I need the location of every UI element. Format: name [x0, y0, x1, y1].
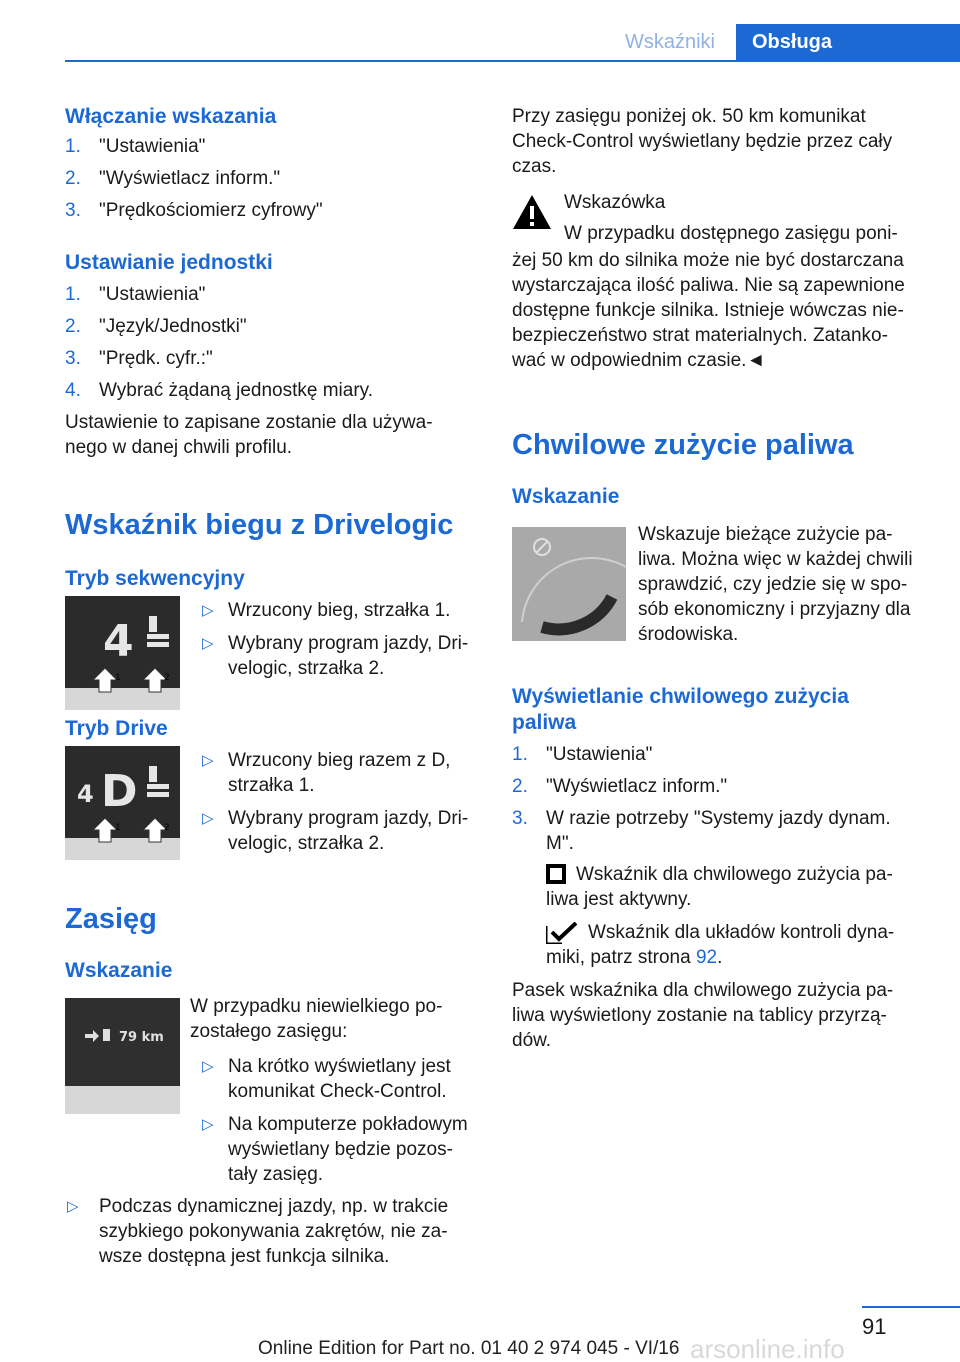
list-jednostki — [65, 282, 485, 410]
bullet-icon: ▷ — [67, 1198, 79, 1215]
bullet-text: Wrzucony bieg razem z D, — [228, 750, 451, 771]
header-divider — [65, 60, 960, 62]
svg-text:2: 2 — [164, 673, 170, 683]
bullet-item — [200, 1112, 490, 1187]
bullet-icon: ▷ — [202, 1116, 214, 1133]
text-line: Wskaźnik dla układów kontroli dyna‐ — [588, 922, 895, 943]
bullet-icon: ▷ — [202, 810, 214, 827]
bullet-text: Wybrany program jazdy, Dri‐ — [228, 808, 469, 829]
bullets-dynamic — [65, 1194, 485, 1269]
list-wyswietlanie — [512, 742, 932, 856]
text-line: żej 50 km do silnika może nie być dostarczana — [512, 250, 904, 271]
text-line: liwa wyświetlony zostanie na tablicy przyrzą‐ — [512, 1005, 887, 1026]
bullet-item — [200, 598, 490, 623]
text-line: dostępne funkcje silnika. Istnieje wówczas nie‐ — [512, 300, 904, 321]
list-number: 1. — [65, 136, 81, 157]
watermark: arsonline.info — [690, 1334, 845, 1362]
list-text: "Wyświetlacz inform." — [546, 776, 728, 797]
bullet-text: Wybrany program jazdy, Dri‐ — [228, 633, 469, 654]
subsection-title-wyswietlanie — [512, 684, 932, 736]
section-title-chwilowe: Chwilowe zużycie paliwa — [512, 429, 854, 461]
list-item — [65, 198, 485, 230]
range-display-icon — [65, 998, 180, 1114]
subsection-title-drive: Tryb Drive — [65, 717, 168, 740]
text-line: W przypadku dostępnego zasięgu poni‐ — [564, 223, 898, 244]
list-wlaczanie — [65, 134, 485, 230]
list-number: 1. — [512, 744, 528, 765]
right-intro — [512, 104, 932, 179]
list-item — [65, 134, 485, 166]
text-line: środowiska. — [638, 624, 739, 645]
bullets-drive — [200, 748, 490, 856]
bullet-text: strzałka 1. — [228, 775, 315, 796]
list-text: Wybrać żądaną jednostkę miary. — [99, 380, 374, 401]
bullets-sekwencyjny — [200, 598, 490, 681]
text-line: Przy zasięgu poniżej ok. 50 km komunikat — [512, 106, 866, 127]
warning-icon — [512, 194, 552, 235]
text-line: Check-Control wyświetlany będzie przez cały — [512, 131, 893, 152]
text-line: Wyświetlanie chwilowego zużycia — [512, 685, 849, 708]
bullet-text: Wrzucony bieg, strzałka 1. — [228, 600, 451, 621]
text-line — [546, 945, 926, 970]
gear-digit: 4 — [77, 780, 94, 808]
svg-text:2: 2 — [164, 823, 170, 833]
gear-display-icon — [65, 596, 180, 710]
list-number: 2. — [512, 776, 528, 797]
bullet-text: Podczas dynamicznej jazdy, np. w trakcie — [99, 1196, 449, 1217]
text-line: liwa. Można więc w każdej chwili — [638, 549, 913, 570]
text-line: sprawdzić, czy jedzie się w spo‐ — [638, 574, 908, 595]
bullet-icon: ▷ — [202, 635, 214, 652]
bullet-text: Na komputerze pokładowym — [228, 1114, 468, 1135]
drive-mode-letter: D — [101, 766, 138, 817]
footer-divider — [862, 1306, 960, 1308]
section-title-zasieg: Zasięg — [65, 903, 157, 935]
range-value: 79 km — [119, 1030, 164, 1045]
text-fragment: miki, patrz strona — [546, 947, 696, 968]
list-number: 3. — [512, 808, 528, 829]
list-text: "Wyświetlacz inform." — [99, 168, 281, 189]
list-item — [512, 742, 932, 774]
bullet-icon: ▷ — [202, 602, 214, 619]
text-line: czas. — [512, 156, 557, 177]
list-text: "Prędk. cyfr.:" — [99, 348, 213, 369]
text-line: W przypadku niewielkiego po‐ — [190, 996, 443, 1017]
gear-indicator-drive-image — [65, 746, 180, 860]
list-item — [512, 774, 932, 806]
bullet-item — [200, 748, 490, 798]
list-text: "Prędkościomierz cyfrowy" — [99, 200, 323, 221]
bullet-item — [200, 806, 490, 856]
list-text: W razie potrzeby "Systemy jazdy dynam. — [546, 808, 891, 829]
text-line: liwa jest aktywny. — [546, 889, 692, 910]
text-line: wać w odpowiednim czasie.◄ — [512, 350, 766, 371]
list-number: 2. — [65, 316, 81, 337]
gauge-description — [638, 522, 938, 647]
closing-paragraph — [512, 978, 942, 1053]
gauge-icon — [512, 527, 626, 641]
gear-digit: 4 — [103, 616, 134, 667]
bullet-text: tały zasięg. — [228, 1164, 324, 1185]
range-text — [190, 994, 490, 1044]
list-text: "Ustawienia" — [99, 284, 206, 305]
tab-obsluga[interactable]: Obsługa — [736, 24, 960, 60]
bullet-item — [200, 631, 490, 681]
list-number: 4. — [65, 380, 81, 401]
text-line: paliwa — [512, 711, 577, 734]
list-number: 1. — [65, 284, 81, 305]
edition-text: Online Edition for Part no. 01 40 2 974 045 - VI/16 — [258, 1338, 680, 1359]
range-display-image — [65, 998, 180, 1114]
list-text: "Język/Jednostki" — [99, 316, 247, 337]
text-line: dów. — [512, 1030, 552, 1051]
section-title-jednostki: Ustawianie jednostki — [65, 251, 273, 274]
text-line: Wskazówka — [564, 192, 666, 213]
page-link[interactable]: 92 — [695, 947, 718, 968]
tab-wskazniki[interactable]: Wskaźniki — [624, 31, 715, 53]
left-column-units — [65, 250, 485, 460]
list-item — [65, 378, 485, 410]
list-text: "Ustawienia" — [99, 136, 206, 157]
paragraph — [65, 410, 485, 460]
text-line: zostałego zasięgu: — [190, 1021, 348, 1042]
list-item — [65, 346, 485, 378]
bullet-icon: ▷ — [202, 1058, 214, 1075]
gear-drive-display-icon — [65, 746, 180, 860]
bullets-zasieg — [200, 1054, 490, 1187]
warning-text — [512, 248, 942, 373]
bullet-text: komunikat Check-Control. — [228, 1081, 447, 1102]
list-item — [65, 166, 485, 198]
list-text: "Ustawienia" — [546, 744, 653, 765]
svg-text:1: 1 — [115, 673, 121, 683]
bullet-text: Na krótko wyświetlany jest — [228, 1056, 451, 1077]
gear-indicator-sequential-image — [65, 596, 180, 710]
warning-title — [564, 190, 934, 246]
fuel-consumption-gauge-image — [512, 527, 626, 641]
list-item — [65, 314, 485, 346]
text-line: wystarczająca ilość paliwa. Nie są zapewnione — [512, 275, 905, 296]
text-line: Ustawienie to zapisane zostanie dla używa‐ — [65, 412, 433, 433]
subsection-title-wskazanie: Wskazanie — [65, 959, 173, 982]
bullet-text: wyświetlany będzie pozos‐ — [228, 1139, 453, 1160]
bullet-text: velogic, strzałka 2. — [228, 833, 385, 854]
text-fragment: . — [717, 947, 723, 968]
bullet-icon: ▷ — [202, 752, 214, 769]
text-line: Wskaźnik dla chwilowego zużycia pa‐ — [576, 864, 893, 885]
bullet-text: wsze dostępna jest funkcja silnika. — [99, 1246, 390, 1267]
list-item — [65, 282, 485, 314]
text-line: sób ekonomiczny i przyjazny dla — [638, 599, 911, 620]
checkbox-note-2 — [546, 920, 926, 970]
subsection-title-sekwencyjny: Tryb sekwencyjny — [65, 567, 245, 590]
list-number: 3. — [65, 348, 81, 369]
text-line: bezpieczeństwo strat materialnych. Zatanko‐ — [512, 325, 888, 346]
bullet-item — [200, 1054, 490, 1104]
section-title-wlaczanie: Włączanie wskazania — [65, 105, 277, 128]
list-number: 3. — [65, 200, 81, 221]
list-text: M". — [546, 833, 574, 854]
text-line: Wskazuje bieżące zużycie pa‐ — [638, 524, 893, 545]
text-line: nego w danej chwili profilu. — [65, 437, 293, 458]
page-number: 91 — [862, 1314, 887, 1339]
svg-text:1: 1 — [115, 823, 121, 833]
text-line: Pasek wskaźnika dla chwilowego zużycia pa‐ — [512, 980, 894, 1001]
bullet-text: velogic, strzałka 2. — [228, 658, 385, 679]
bullet-item — [65, 1194, 485, 1269]
bullet-text: szybkiego pokonywania zakrętów, nie za‐ — [99, 1221, 448, 1242]
list-number: 2. — [65, 168, 81, 189]
checkbox-note-1 — [546, 862, 926, 912]
left-column — [65, 104, 485, 230]
list-item — [512, 806, 932, 856]
subsection-title-wskazanie-2: Wskazanie — [512, 485, 620, 508]
section-title-drivelogic: Wskaźnik biegu z Drivelogic — [65, 509, 454, 541]
